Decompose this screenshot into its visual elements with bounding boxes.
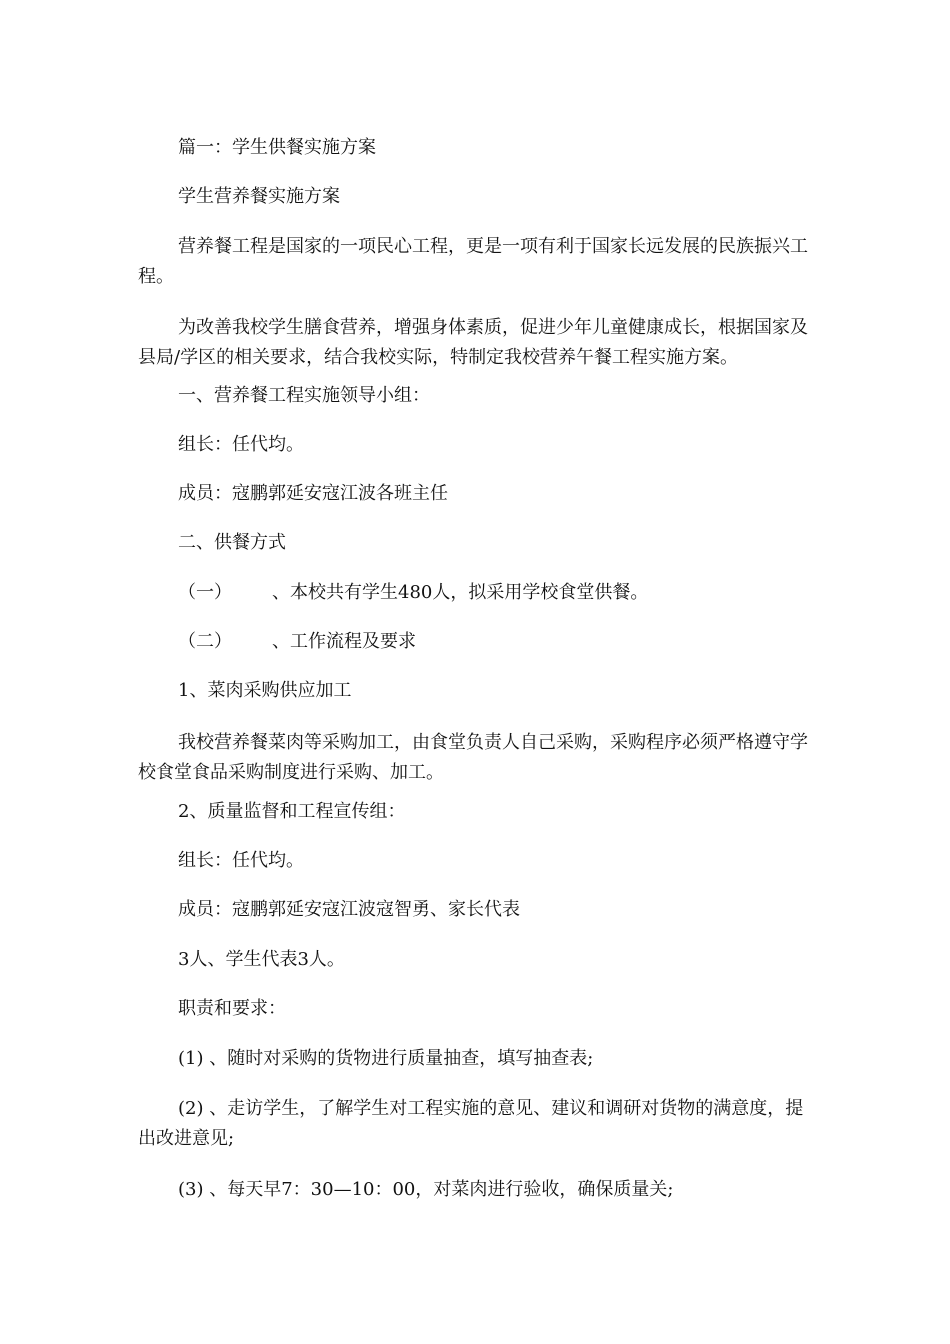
- heading-leadership-group: 一、营养餐工程实施领导小组：: [178, 385, 430, 406]
- item-two-number: （二）: [178, 631, 232, 652]
- duty-item-2: (2) 、走访学生，了解学生对工程实施的意见、建议和调研对货物的满意度，提出改进意见;: [138, 1098, 804, 1149]
- text-representatives: 3人、学生代表3人。: [178, 949, 345, 970]
- text-supervision-members: 成员：寇鹏郭延安寇江波寇智勇、家长代表: [178, 899, 520, 920]
- duty-item-3: (3) 、每天早7：30—10：00，对菜肉进行验收，确保质量关;: [178, 1179, 674, 1200]
- heading-procurement: 1、菜肉采购供应加工: [178, 680, 352, 701]
- item-one-number: （一）: [178, 582, 232, 603]
- heading-quality-supervision: 2、质量监督和工程宣传组：: [178, 801, 406, 822]
- heading-meal-supply: 二、供餐方式: [178, 532, 286, 553]
- text-group-leader: 组长：任代均。: [178, 434, 304, 455]
- section-heading: 篇一：学生供餐实施方案: [178, 137, 376, 158]
- text-group-members: 成员：寇鹏郭延安寇江波各班主任: [178, 483, 448, 504]
- item-one: [138, 577, 858, 609]
- paragraph-procurement: 我校营养餐菜肉等采购加工，由食堂负责人自己采购，采购程序必须严格遵守学校食堂食品采购制度进行采购、加工。: [138, 732, 808, 783]
- item-two-text: 、工作流程及要求: [272, 631, 416, 652]
- text-supervision-leader: 组长：任代均。: [178, 850, 304, 871]
- item-two: [138, 626, 858, 658]
- paragraph-intro: 营养餐工程是国家的一项民心工程，更是一项有利于国家长远发展的民族振兴工程。: [138, 236, 808, 287]
- duty-item-1: (1) 、随时对采购的货物进行质量抽查，填写抽查表;: [178, 1048, 594, 1069]
- paragraph-purpose: 为改善我校学生膳食营养，增强身体素质，促进少年儿童健康成长，根据国家及县局/学区的相关要求，结合我校实际，特制定我校营养午餐工程实施方案。: [138, 317, 808, 368]
- document-title: 学生营养餐实施方案: [178, 186, 340, 207]
- heading-duties: 职责和要求：: [178, 998, 286, 1019]
- item-one-text: 、本校共有学生480人，拟采用学校食堂供餐。: [272, 582, 649, 603]
